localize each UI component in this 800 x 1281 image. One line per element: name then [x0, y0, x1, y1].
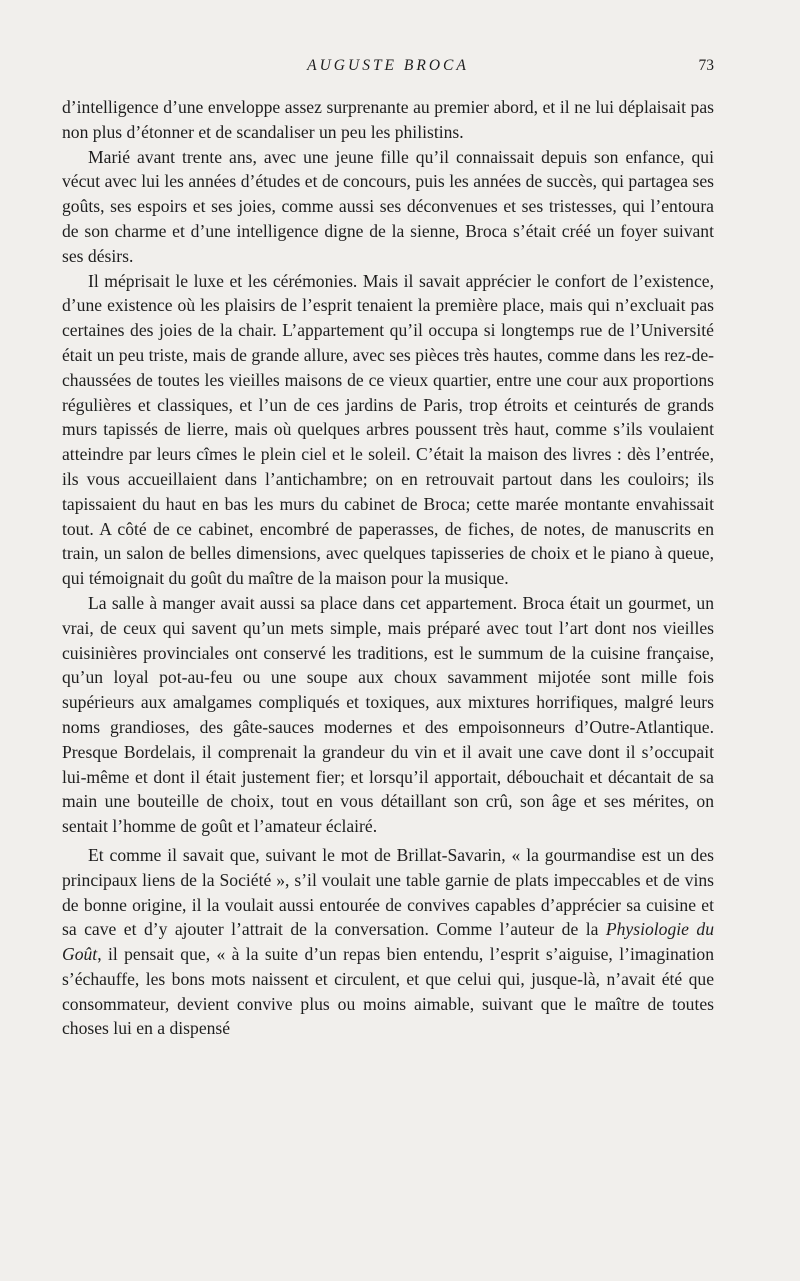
- paragraph-5-text-start: Et comme il savait que, suivant le mot de Brillat-Savarin, « la gourmandise est un des principaux liens de la Société », s’il voulait une table garnie de plats impeccables et de vins de bonne origine, il la voulait aussi entourée de convives capables d’apprécier sa cuisine et sa cave et d’y ajouter l’attrait de la conversation. Comme l’auteur de la: [62, 844, 714, 940]
- book-title-italic: Physiologie du Goût: [62, 919, 714, 965]
- paragraph-4: La salle à manger avait aussi sa place dans cet appartement. Broca était un gourmet, un vrai, de ceux qui savent qu’un mets simple, mais préparé avec tout l’art dont nos vieilles cuisinières provinciales ont conservé les traditions, est le summum de la cuisine française, qu’un loyal pot-au-feu ou une soupe aux choux savamment mijotée sont mille fois supérieurs aux amalgames compliqués et toxiques, aux mixtures horrifiques, malgré leurs noms grandioses, des gâte-sauces modernes et des empoisonneurs d’Outre-Atlantique. Presque Bordelais, il comprenait la grandeur du vin et il avait une cave dont il s’occupait lui-même et dont il était justement fier; et lorsqu’il apportait, débouchait et décantait de sa main une bouteille de choix, tout en vous détaillant son crû, son âge et ses mérites, on sentait l’homme de goût et l’amateur éclairé.: [62, 592, 714, 837]
- paragraph-3: Il méprisait le luxe et les cérémonies. Mais il savait apprécier le confort de l’existence, d’une existence où les plaisirs de l’esprit tenaient la première place, mais qui n’excluait pas certaines des joies de la chair. L’appartement qu’il occupa si longtemps rue de l’Université était un peu triste, mais de grande allure, avec ses pièces très hautes, comme dans les rez-de-chaussées de toutes les vieilles maisons de ce vieux quartier, entre une cour aux proportions régulières et classiques, et l’un de ces jardins de Paris, trop étroits et ceinturés de grands murs tapissés de lierre, mais où quelques arbres poussent très haut, comme s’ils voulaient atteindre par leurs cîmes le plein ciel et le soleil. C’était la maison des livres : dès l’entrée, ils vous accueillaient dans l’antichambre; on en retrouvait partout dans les couloirs; ils tapissaient du haut en bas les murs du cabinet de Broca; cette marée montante envahissait tout. A côté de ce cabinet, encombré de paperasses, de fiches, de notes, de manuscrits en train, un salon de belles dimensions, avec quelques tapisseries de choix et le piano à queue, qui témoignait du goût du maître de la maison pour la musique.: [62, 270, 714, 589]
- body-text: [62, 95, 714, 1041]
- paragraph-5-text-end: , il pensait que, « à la suite d’un repas bien entendu, l’esprit s’aiguise, l’imagination s’échauffe, les bons mots naissent et circulent, et que celui qui, jusque-là, n’avait été que consommateur, devient convive plus ou moins aimable, suivant que le maître de toutes choses lui en a dispensé: [62, 944, 714, 1039]
- paragraph-2: Marié avant trente ans, avec une jeune fille qu’il connaissait depuis son enfance, qui vécut avec lui les années d’études et de concours, puis les années de succès, qui partagea ses goûts, ses espoirs et ses joies, comme aussi ses déconvenues et ses tristesses, qui l’entoura de son charme et d’une intelligence digne de la sienne, Broca s’était créé un foyer suivant ses désirs.: [62, 146, 714, 266]
- page-number: 73: [698, 57, 714, 74]
- running-title: AUGUSTE BROCA: [307, 57, 469, 74]
- running-header: [62, 57, 714, 81]
- paragraph-5: [62, 843, 714, 1041]
- paragraph-1: d’intelligence d’une enveloppe assez surprenante au premier abord, et il ne lui déplaisait pas non plus d’étonner et de scandaliser un peu les philistins.: [62, 97, 714, 142]
